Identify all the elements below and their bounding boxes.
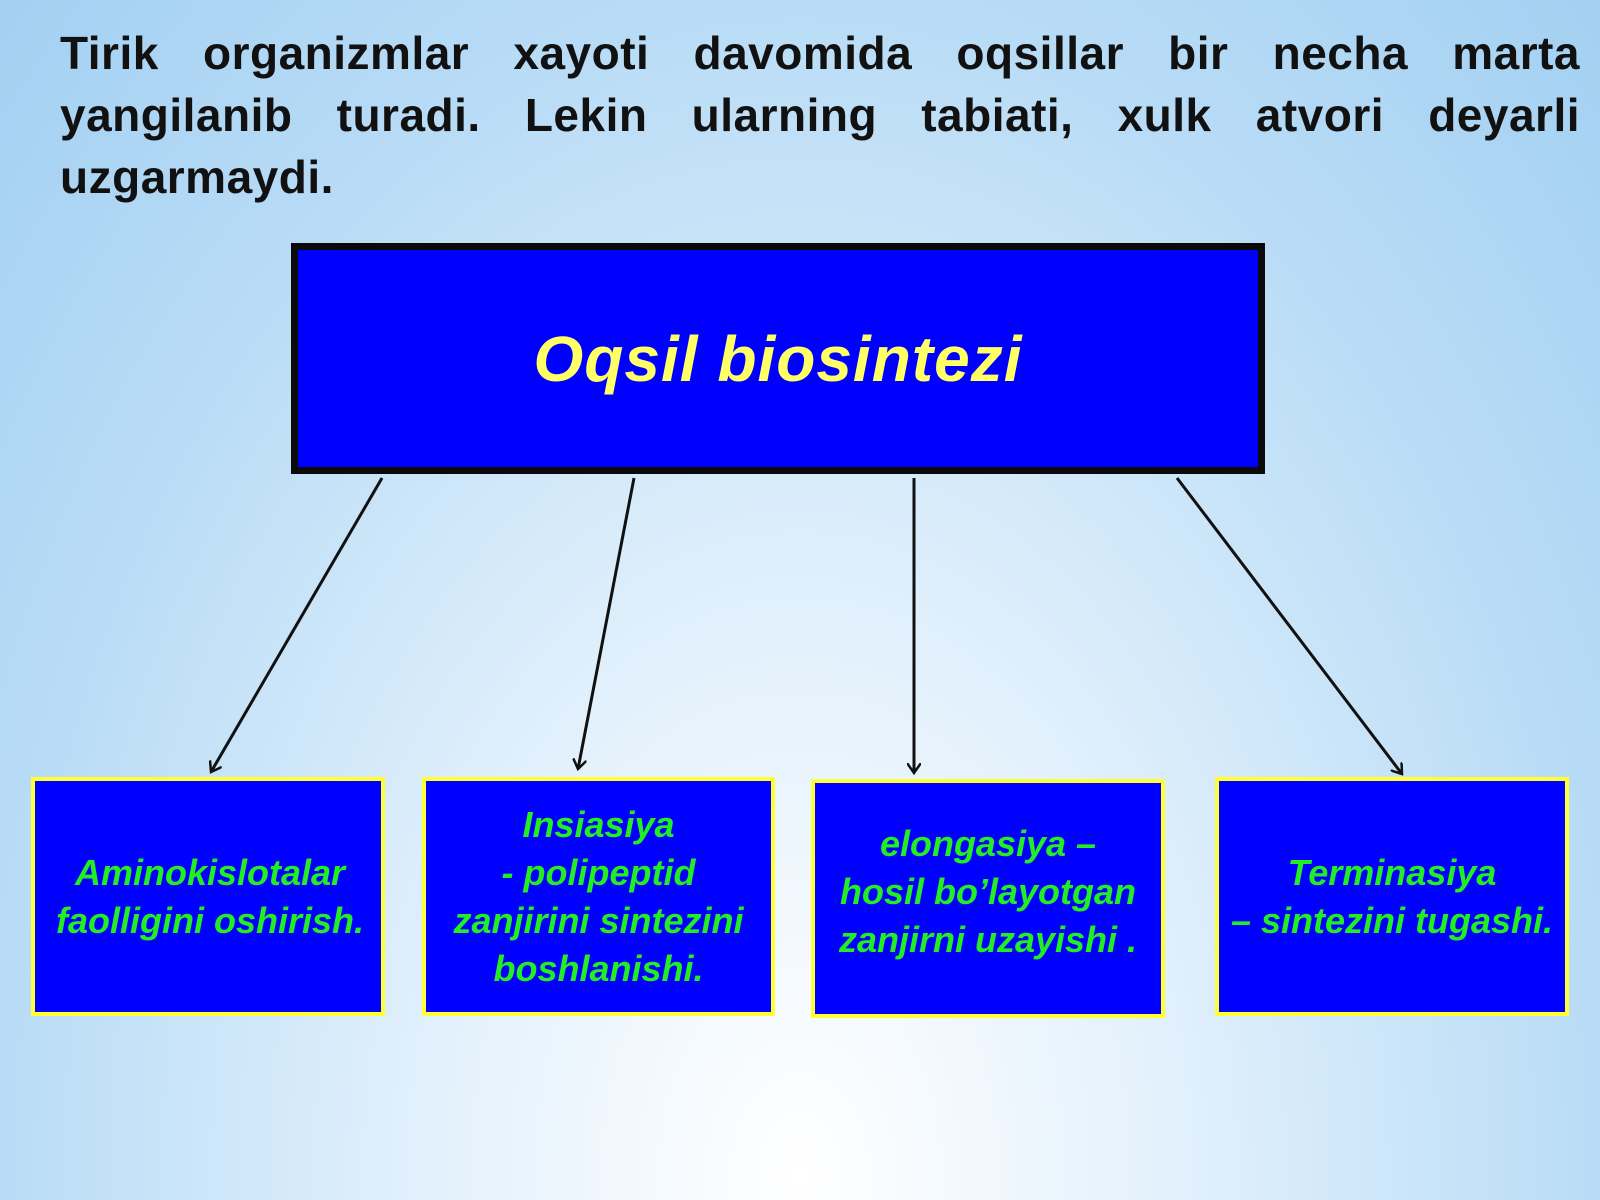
node-elongasiya-text: elongasiya – hosil bo’layotgan zanjirni uzayishi .: [838, 822, 1138, 960]
intro-paragraph: Tirik organizmlar xayoti davomida oqsillar bir necha marta yangilanib turadi. Lekin ularning tabiati, xulk atvori deyarli uzgarmaydi.: [60, 27, 1580, 203]
arrow-to-insiasiya: [578, 478, 634, 769]
root-node: [291, 243, 1265, 474]
arrow-to-aminokislotalar: [211, 478, 382, 772]
root-title: Oqsil biosintezi: [533, 322, 1023, 395]
node-insiasiya-text: Insiasiya - polipeptid zanjirini sintezini boshlanishi.: [453, 803, 744, 989]
node-aminokislotalar-text: Aminokislotalar faolligini oshirish.: [55, 851, 365, 941]
node-elongasiya: [811, 779, 1165, 1018]
node-terminasiya-text: Terminasiya – sintezini tugashi.: [1230, 851, 1554, 941]
node-aminokislotalar: [31, 777, 385, 1016]
arrow-to-terminasiya: [1177, 478, 1402, 774]
node-terminasiya: [1215, 777, 1569, 1016]
node-insiasiya: [422, 777, 775, 1016]
